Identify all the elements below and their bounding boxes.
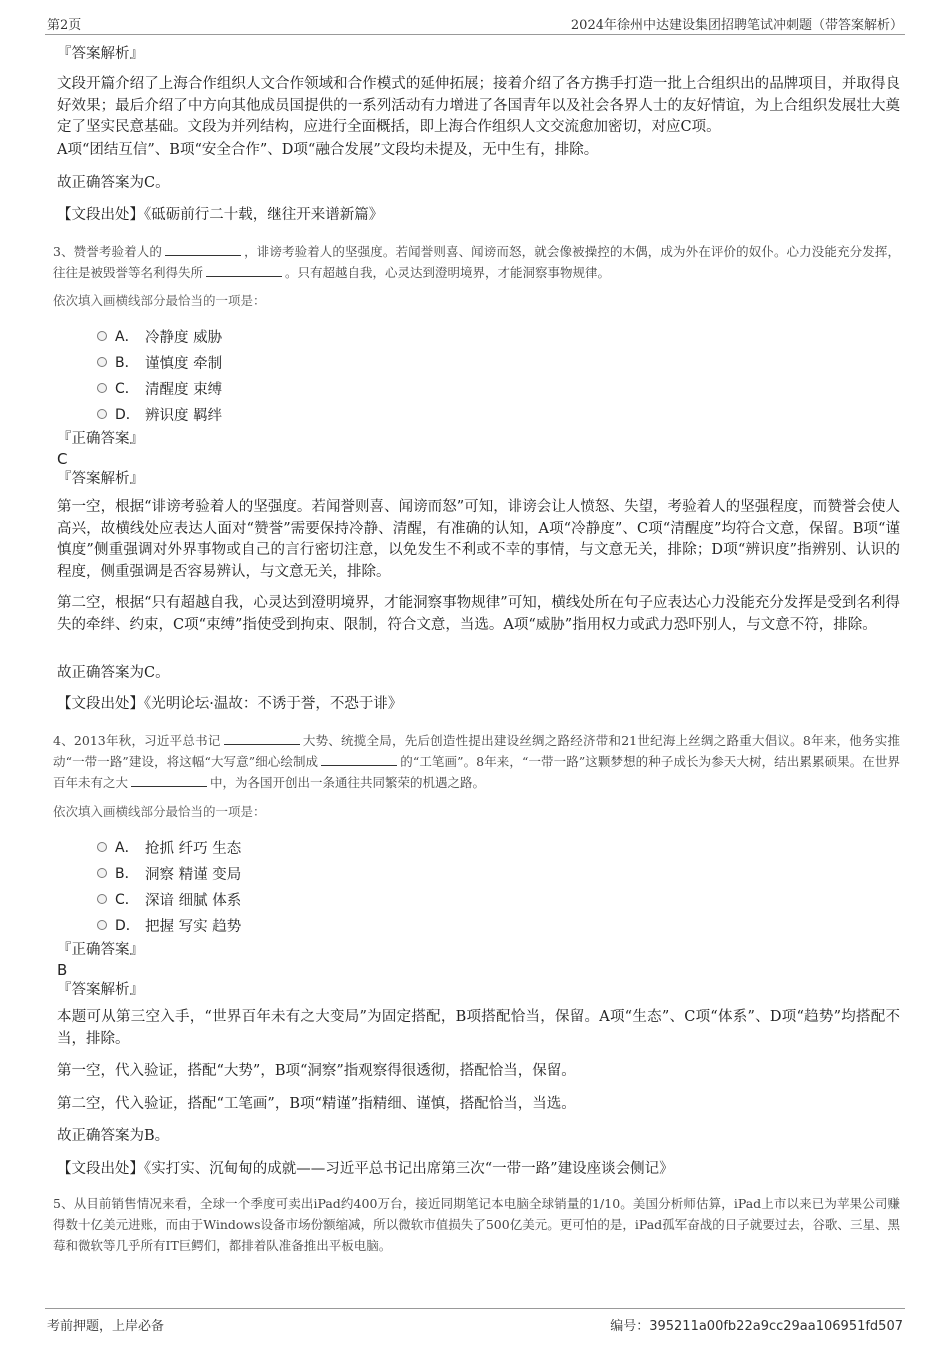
document-title: 2024年徐州中达建设集团招聘笔试冲刺题（带答案解析） — [570, 18, 903, 33]
q3-option-b[interactable]: B． 谨慎度 牵制 — [57, 349, 900, 375]
q4-option-b[interactable]: B． 洞察 精谨 变局 — [57, 860, 900, 886]
q4-stem: 4、2013年秋，习近平总书记 大势、统揽全局，先后创造性提出建设丝绸之路经济带和21世纪海上丝绸之路重大倡议。8年来，他务实推动“一带一路”建设，将这幅“大写意”细心绘制成 的“工笔画”。8年来，“一带一路”这颗梦想的种子成长为参天大树，结出累累硕果。在世界百年未有之大 中，为各国开创出一条通往共同繁荣的机遇之路。 — [53, 733, 900, 790]
q4-analysis-paragraph-2: 第一空，代入验证，搭配“大势”，B项“洞察”指观察得很透彻，搭配恰当，保留。 — [57, 1063, 576, 1079]
q2-analysis-paragraph-1: 文段开篇介绍了上海合作组织人文合作领域和合作模式的延伸拓展；接着介绍了各方携手打造一批上合组织出的品牌项目，并取得良好效果；最后介绍了中方向其他成员国提供的一系列活动有力增进了各国青年以及社会各界人士的友好情谊，为上合组织发展壮大奠定了坚实民意基础。文段为并列结构，应进行全面概括，即上海合作组织人文交流愈加密切，对应C项。 — [57, 76, 900, 135]
q3-correct-label: 『正确答案』 — [57, 431, 144, 447]
radio-button[interactable] — [97, 357, 107, 367]
q2-analysis-label: 『答案解析』 — [57, 46, 144, 62]
q3-option-d[interactable]: D． 辨识度 羁绊 — [57, 401, 900, 427]
q3-instruction: 依次填入画横线部分最恰当的一项是： — [53, 293, 266, 308]
q3-analysis-paragraph-2: 第二空，根据“只有超越自我，心灵达到澄明境界，才能洞察事物规律”可知，横线处所在句子应表达心力没能充分发挥是受到名利得失的牵绊、约束，C项“束缚”指使受到拘束、限制，符合文意，当选。A项“威胁”指用权力或武力恐吓别人，与文意不符，排除。 — [57, 595, 900, 633]
blank-line — [131, 773, 207, 787]
q4-option-d[interactable]: D． 把握 写实 趋势 — [57, 912, 900, 938]
q2-analysis-paragraph-2: A项“团结互信”、B项“安全合作”、D项“融合发展”文段均未提及，无中生有，排除。 — [57, 142, 599, 158]
radio-button[interactable] — [97, 868, 107, 878]
q3-options — [57, 323, 900, 429]
radio-button[interactable] — [97, 409, 107, 419]
q2-source: 【文段出处】《砥砺前行二十载，继往开来谱新篇》 — [57, 207, 384, 223]
radio-button[interactable] — [97, 383, 107, 393]
footer-slogan: 考前押题，上岸必备 — [47, 1319, 165, 1334]
page-number: 第2页 — [47, 18, 82, 33]
blank-line — [224, 731, 300, 745]
q4-correct-answer: B — [57, 961, 68, 979]
q2-conclusion: 故正确答案为C。 — [57, 175, 170, 191]
q4-options — [57, 834, 900, 940]
q4-instruction: 依次填入画横线部分最恰当的一项是： — [53, 804, 266, 819]
q4-conclusion: 故正确答案为B。 — [57, 1128, 170, 1144]
q3-conclusion: 故正确答案为C。 — [57, 665, 170, 681]
page-footer — [45, 1308, 905, 1333]
q4-analysis-label: 『答案解析』 — [57, 982, 144, 998]
q3-correct-answer: C — [57, 450, 68, 468]
radio-button[interactable] — [97, 920, 107, 930]
blank-line — [206, 263, 282, 277]
blank-line — [165, 242, 241, 256]
blank-line — [321, 752, 397, 766]
page-content — [53, 44, 900, 1256]
q4-analysis-paragraph-1: 本题可从第三空入手，“世界百年未有之大变局”为固定搭配，B项搭配恰当，保留。A项“生态”、C项“体系”、D项“趋势”均搭配不当，排除。 — [57, 1009, 900, 1047]
q3-option-a[interactable]: A． 冷静度 威胁 — [57, 323, 900, 349]
q3-option-c[interactable]: C． 清醒度 束缚 — [57, 375, 900, 401]
document-code: 编号：395211a00fb22a9cc29aa106951fd507 — [610, 1319, 903, 1334]
radio-button[interactable] — [97, 331, 107, 341]
q5-stem: 5、从目前销售情况来看，全球一个季度可卖出iPad约400万台，接近同期笔记本电脑全球销量的1/10。美国分析师估算，iPad上市以来已为苹果公司赚得数十亿美元进账，而由于Windows设备市场份额缩减，所以微软市值损失了500亿美元。更可怕的是，iPad孤军奋战的日子就要过去，谷歌、三星、黑莓和微软等几乎所有IT巨鳄们，都排着队准备推出平板电脑。 — [53, 1196, 900, 1253]
page-header — [45, 12, 905, 35]
q4-option-a[interactable]: A． 抢抓 纤巧 生态 — [57, 834, 900, 860]
q4-source: 【文段出处】《实打实、沉甸甸的成就——习近平总书记出席第三次“一带一路”建设座谈会侧记》 — [57, 1161, 674, 1177]
q4-option-c[interactable]: C． 深谙 细腻 体系 — [57, 886, 900, 912]
radio-button[interactable] — [97, 842, 107, 852]
q4-analysis-paragraph-3: 第二空，代入验证，搭配“工笔画”，B项“精谨”指精细、谨慎，搭配恰当，当选。 — [57, 1096, 576, 1112]
q3-analysis-paragraph-1: 第一空，根据“诽谤考验着人的坚强度。若闻誉则喜、闻谤而怒”可知，诽谤会让人愤怒、失望，考验着人的坚强程度，而赞誉会使人高兴，故横线处应表达人面对“赞誉”需要保持冷静、清醒，有准确的认知，A项“冷静度”、C项“清醒度”均符合文意，保留。B项“谨慎度”侧重强调对外界事物或自己的言行密切注意，以免发生不利或不幸的事情，与文意无关，排除；D项“辨识度”指辨别、认识的程度，侧重强调是否容易辨认，与文意无关，排除。 — [57, 499, 900, 580]
q4-correct-label: 『正确答案』 — [57, 942, 144, 958]
q3-source: 【文段出处】《光明论坛·温故：不诱于誉，不恐于诽》 — [57, 696, 403, 712]
q3-analysis-label: 『答案解析』 — [57, 471, 144, 487]
radio-button[interactable] — [97, 894, 107, 904]
q3-stem: 3、赞誉考验着人的 ，诽谤考验着人的坚强度。若闻誉则喜、闻谤而怒，就会像被操控的木偶，成为外在评价的奴仆。心力没能充分发挥，往往是被毁誉等名利得失所 。只有超越自我，心灵达到澄明境界，才能洞察事物规律。 — [53, 244, 900, 280]
